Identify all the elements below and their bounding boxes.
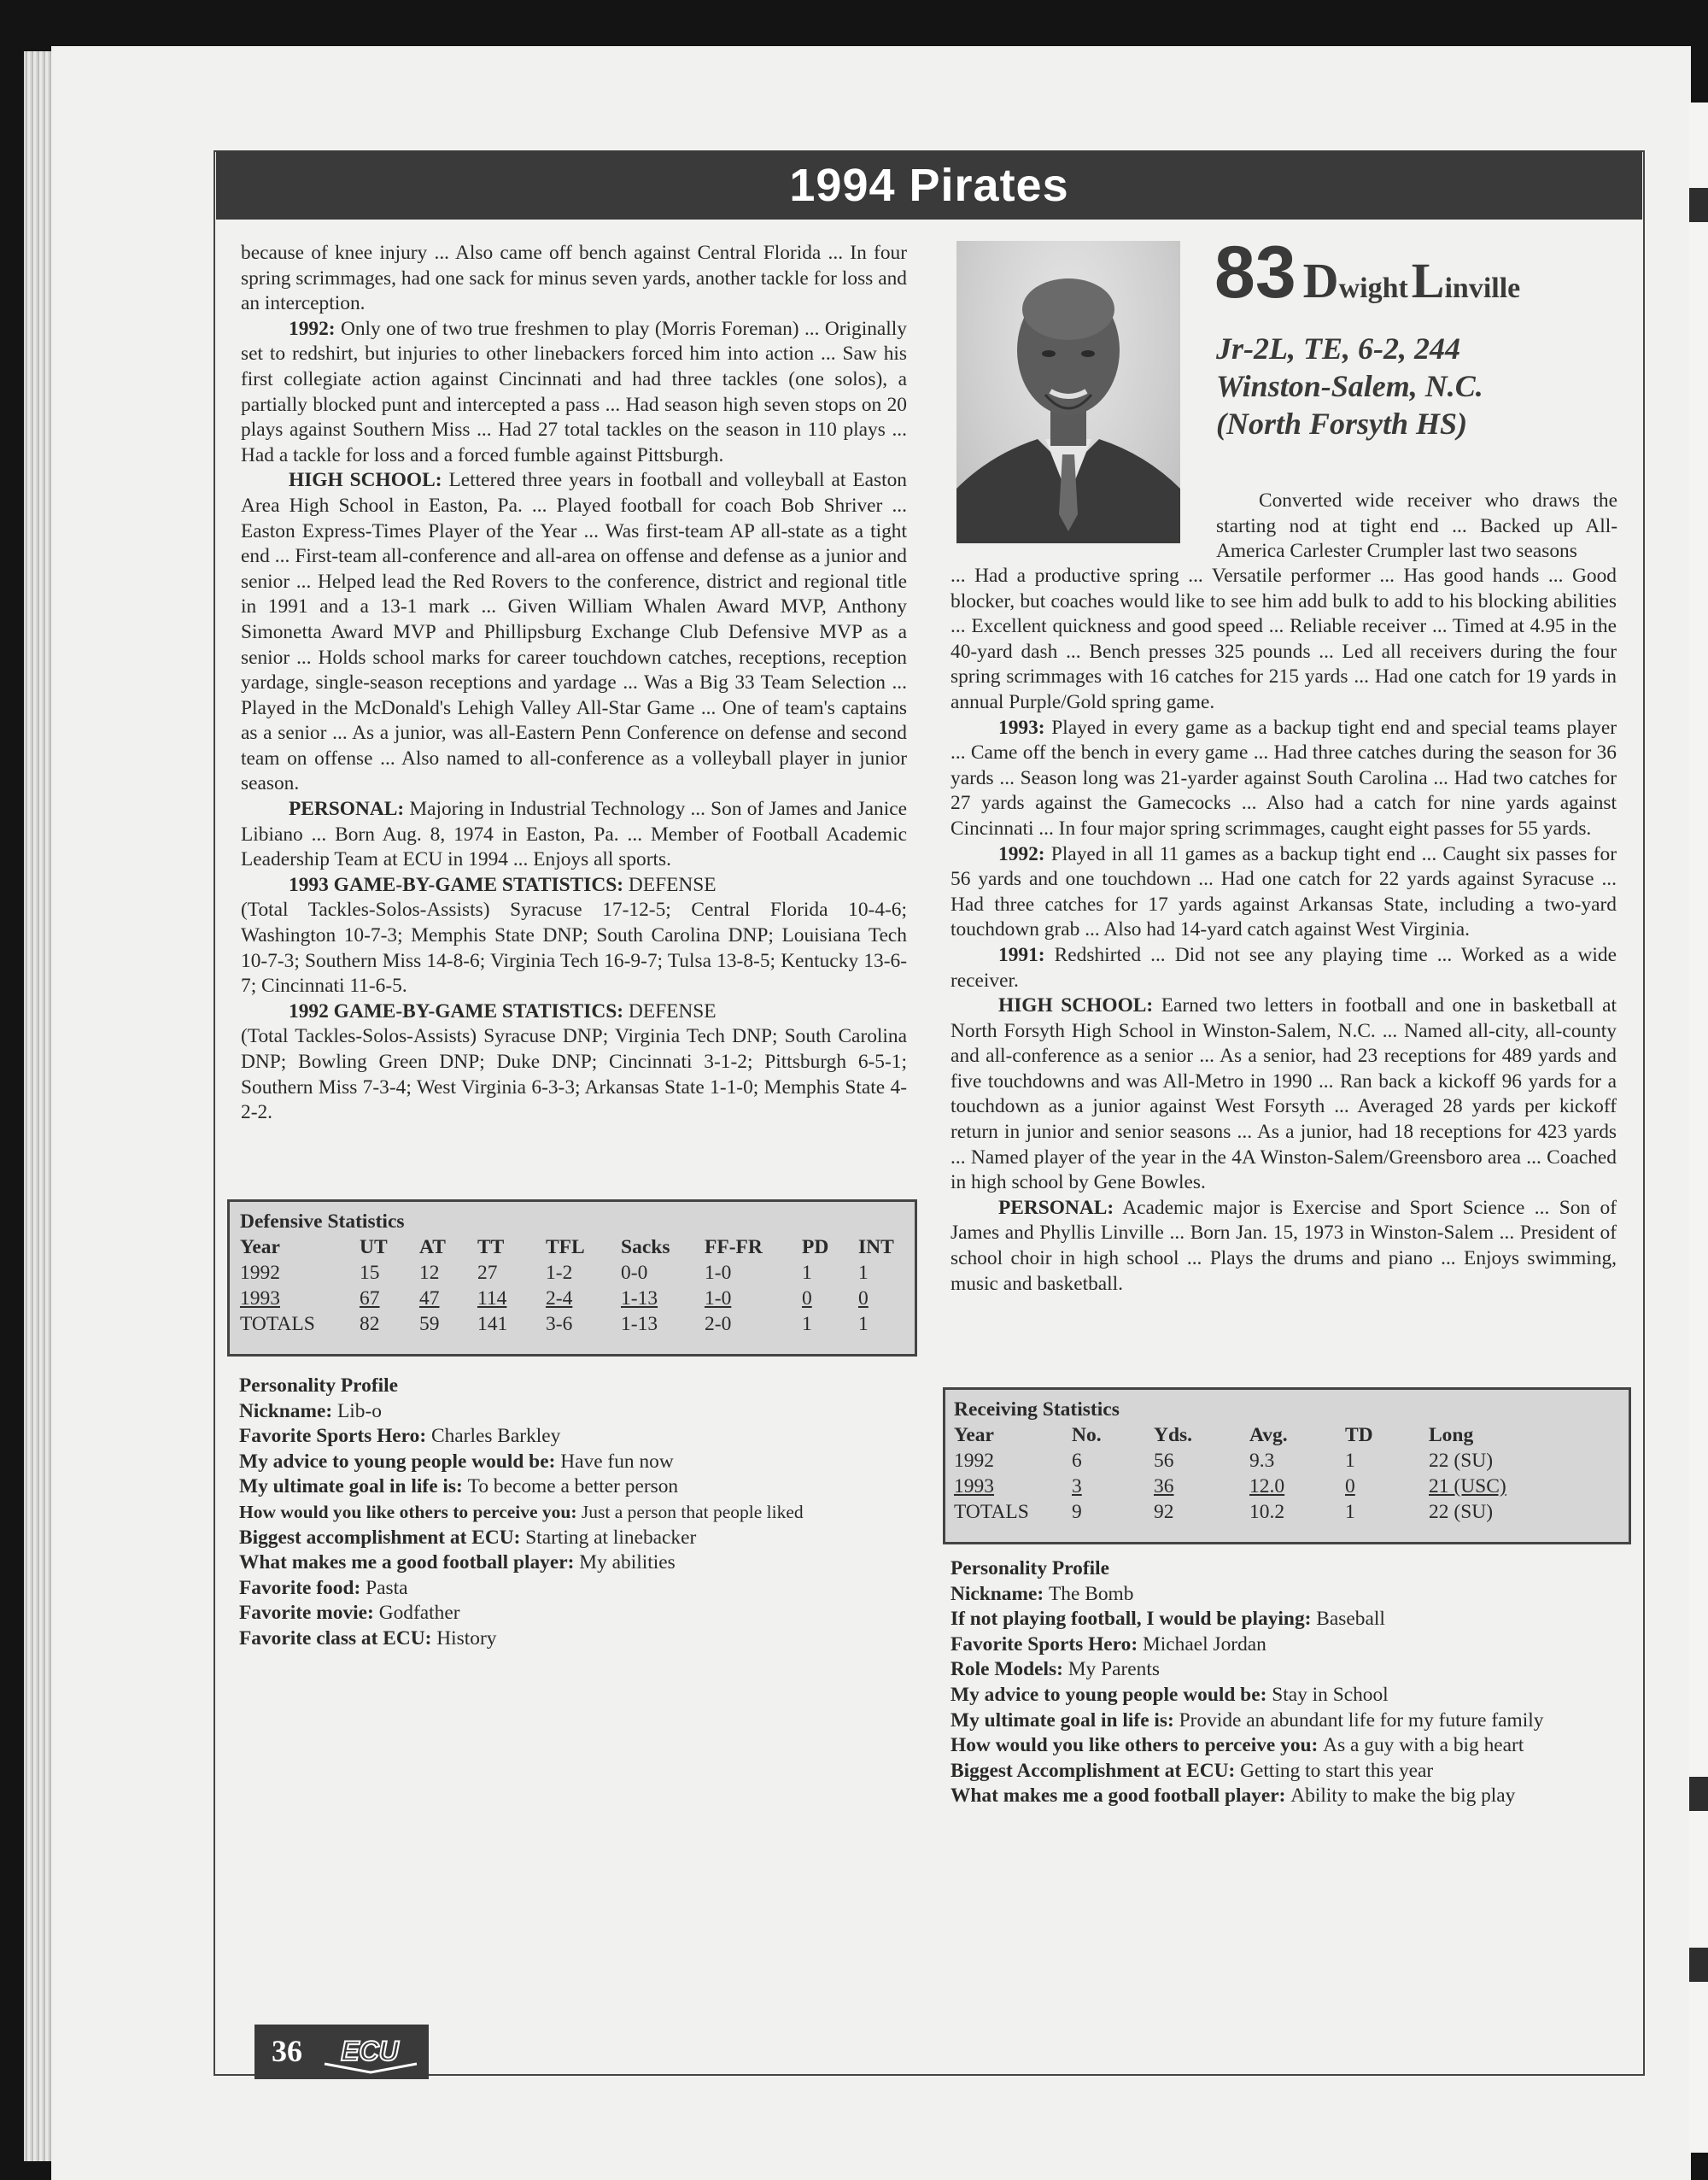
profile-item: My ultimate goal in life is: To become a better person (239, 1475, 679, 1498)
profile-item: How would you like others to perceive you: Just a person that people liked (239, 1501, 804, 1522)
left-personality-profile (239, 1374, 804, 1652)
right-personality-profile (951, 1556, 1543, 1809)
defensive-stats-title: Defensive Statistics (240, 1210, 405, 1233)
receiving-stats-table (943, 1387, 1631, 1544)
bio-paragraph: 1991: Redshirted ... Did not see any playing time ... Worked as a wide receiver. (951, 943, 1617, 992)
defensive-stats-table (227, 1199, 917, 1357)
bio-paragraph: 1992: Only one of two true freshmen to play (Morris Foreman) ... Originally set to redshirt, but injuries to other linebackers forced him into action ... Saw his first collegiate action against Cincinnati and had three tackles (one solos), a partially blocked punt and intercepted a pass ... Had season high seven stops on 20 plays against Southern Miss ... Had 27 total tackles on the season in 110 plays ... Had a tackle for loss and a forced fumble against Pittsburgh. (241, 317, 907, 466)
right-bio-column (951, 564, 1617, 1297)
player-info: Jr-2L, TE, 6-2, 244 Winston-Salem, N.C. (North Forsyth HS) (1216, 331, 1483, 441)
table-header-row: Year No. Yds. Avg. TD Long (954, 1424, 1474, 1446)
bio-paragraph: because of knee injury ... Also came off bench against Central Florida ... In four spring scrimmages, had one sack for minus seven yards, another tackle for loss and an interception. (241, 242, 907, 315)
table-row: 1992 6 56 9.3 1 22 (SU) (954, 1450, 1494, 1472)
bio-paragraph: (Total Tackles-Solos-Assists) Syracuse 17-12-5; Central Florida 10-4-6; Washington 10-7-3; Memphis State DNP; South Carolina DNP; Louisiana Tech 10-7-3; Southern Miss 14-8-6; Virginia Tech 16-9-7; Tulsa 13-8-5; Kentucky 13-6-7; Cincinnati 11-6-5. (241, 899, 907, 998)
bio-paragraph: HIGH SCHOOL: Earned two letters in football and one in basketball at North Forsyth High School in Winston-Salem, N.C. ... Named all-city, all-county and all-conference as a senior ... As a senior, had 23 receptions for 489 yards and five touchdowns and was All-Metro in 1990 ... Ran back a kickoff 96 yards for a touchdown as a junior against West Forsyth ... Averaged 28 yards per kickoff return in junior and senior seasons ... As a junior, had 18 receptions for 423 yards ... Named player of the year in the 4A Winston-Salem/Greensboro area ... Coached in high school by Gene Bowles. (951, 994, 1617, 1194)
bio-paragraph: PERSONAL: Academic major is Exercise and Sport Science ... Son of James and Phyllis Linville ... Born Jan. 15, 1973 in Winston-Salem ... President of school choir in high school ... Plays the drums and piano ... Enjoys swimming, music and basketball. (951, 1196, 1617, 1295)
profile-item: Biggest Accomplishment at ECU: Getting to start this year (951, 1759, 1434, 1782)
bio-paragraph: 1993 GAME-BY-GAME STATISTICS: DEFENSE (289, 873, 717, 896)
next-page-edge (1689, 103, 1708, 2153)
table-row: 1993 3 36 12.0 0 21 (USC) (954, 1475, 1506, 1497)
profile-item: Favorite Sports Hero: Michael Jordan (951, 1632, 1266, 1656)
profile-item: Favorite class at ECU: History (239, 1626, 497, 1650)
bio-paragraph: (Total Tackles-Solos-Assists) Syracuse DNP; Virginia Tech DNP; South Carolina DNP; Bowling Green DNP; Duke DNP; Cincinnati 3-1-2; Pittsburgh 6-5-1; Southern Miss 7-3-4; West Virginia 6-3-3; Arkansas State 1-1-0; Memphis State 4-2-2. (241, 1025, 907, 1124)
profile-item: Biggest accomplishment at ECU: Starting at linebacker (239, 1526, 697, 1549)
page-number: 36 (272, 2034, 302, 2068)
left-bio-column (241, 241, 907, 1126)
profile-title: Personality Profile (239, 1374, 398, 1397)
table-row: TOTALS 82 59 141 3-6 1-13 2-0 1 1 (240, 1313, 869, 1335)
profile-item: If not playing football, I would be playing: Baseball (951, 1608, 1385, 1631)
receiving-stats-title: Receiving Statistics (954, 1398, 1120, 1421)
right-bio-intro: Converted wide receiver who draws the starting nod at tight end ... Backed up All-America Carlester Crumpler last two seasons (1216, 489, 1617, 563)
profile-item: Nickname: The Bomb (951, 1582, 1134, 1605)
page-footer (254, 2025, 429, 2079)
ecu-logo-text: ECU (341, 2036, 399, 2066)
bio-paragraph: 1992: Played in all 11 games as a backup tight end ... Caught six passes for 56 yards and one touchdown ... Had one catch for 22 yards against Syracuse ... Had three catches for 17 yards against Arkansas State, including a two-yard touchdown grab ... Also had 14-yard catch against West Virginia. (951, 842, 1617, 941)
profile-item: How would you like others to perceive you: As a guy with a big heart (951, 1734, 1524, 1757)
profile-item: Favorite Sports Hero: Charles Barkley (239, 1425, 561, 1448)
profile-item: My advice to young people would be: Have fun now (239, 1450, 674, 1473)
profile-item: Favorite movie: Godfather (239, 1602, 460, 1625)
bio-paragraph: 1992 GAME-BY-GAME STATISTICS: DEFENSE (289, 999, 717, 1023)
profile-item: My ultimate goal in life is: Provide an abundant life for my future family (951, 1708, 1544, 1732)
table-row: 1993 67 47 114 2-4 1-13 1-0 0 0 (240, 1287, 869, 1310)
ecu-logo (319, 2033, 420, 2074)
profile-title: Personality Profile (951, 1557, 1109, 1579)
player-photo (956, 241, 1180, 543)
bio-paragraph: PERSONAL: Majoring in Industrial Technology ... Son of James and Janice Libiano ... Born Aug. 8, 1974 in Easton, Pa. ... Member of Football Academic Leadership Team at ECU in 1994 ... Enjoys all sports. (241, 798, 907, 871)
profile-item: My advice to young people would be: Stay in School (951, 1683, 1389, 1706)
bio-paragraph: 1993: Played in every game as a backup tight end and special teams player ... Came off the bench in every game ... Had three catches during the season for 36 yards ... Season long was 21-yarder against South Carolina ... Had two catches for 27 yards against the Gamecocks ... Also had a catch for nine yards against Cincinnati ... In four major spring scrimmages, caught eight passes for 55 yards. (951, 716, 1617, 840)
profile-item: What makes me a good football player: My abilities (239, 1551, 676, 1574)
profile-item: Nickname: Lib-o (239, 1399, 382, 1422)
bio-paragraph: HIGH SCHOOL: Lettered three years in football and volleyball at Easton Area High School in Easton, Pa. ... Played football for coach Bob Shriver ... Easton Express-Times Player of the Year ... Was first-team AP all-state as a tight end ... First-team all-conference and all-area on offense and defense as a junior and senior ... Helped lead the Red Rovers to the conference, district and regional title in 1991 and a 13-1 mark ... Given William Whalen Award MVP, Anthony Simonetta Award MVP and Phillipsburg Exchange Club Defensive MVP as a senior ... Holds school marks for career touchdown catches, receptions, reception yardage, single-season receptions and yardage ... Was a Big 33 Team Selection ... Played in the McDonald's Lehigh Valley All-Star Game ... One of team's captains as a senior ... As a junior, was all-Eastern Penn Conference on defense and second team on offense ... Also named to all-conference as a volleyball player in junior season. (241, 469, 908, 795)
table-row: 1992 15 12 27 1-2 0-0 1-0 1 1 (240, 1262, 869, 1284)
profile-item: Favorite food: Pasta (239, 1576, 408, 1599)
bio-paragraph: ... Had a productive spring ... Versatile performer ... Has good hands ... Good blocker, but coaches would like to see him add bulk to add to his blocking abilities ... Excellent quickness and good speed ... Reliable receiver ... Timed at 4.95 in the 40-yard dash ... Bench presses 325 pounds ... Led all receivers during the four spring scrimmages with 16 catches for 215 yards ... Had one catch for 19 yards in annual Purple/Gold spring game. (951, 565, 1617, 713)
page-title: 1994 Pirates (216, 151, 1642, 220)
player-name-heading: 83 Dwight Linville (1214, 231, 1521, 314)
table-row: TOTALS 9 92 10.2 1 22 (SU) (954, 1501, 1494, 1523)
table-header-row: Year UT AT TT TFL Sacks FF-FR PD INT (240, 1236, 894, 1258)
profile-item: What makes me a good football player: Ability to make the big play (951, 1784, 1516, 1808)
profile-item: Role Models: My Parents (951, 1658, 1160, 1681)
jersey-number: 83 (1214, 231, 1296, 314)
player-portrait (956, 241, 1180, 543)
